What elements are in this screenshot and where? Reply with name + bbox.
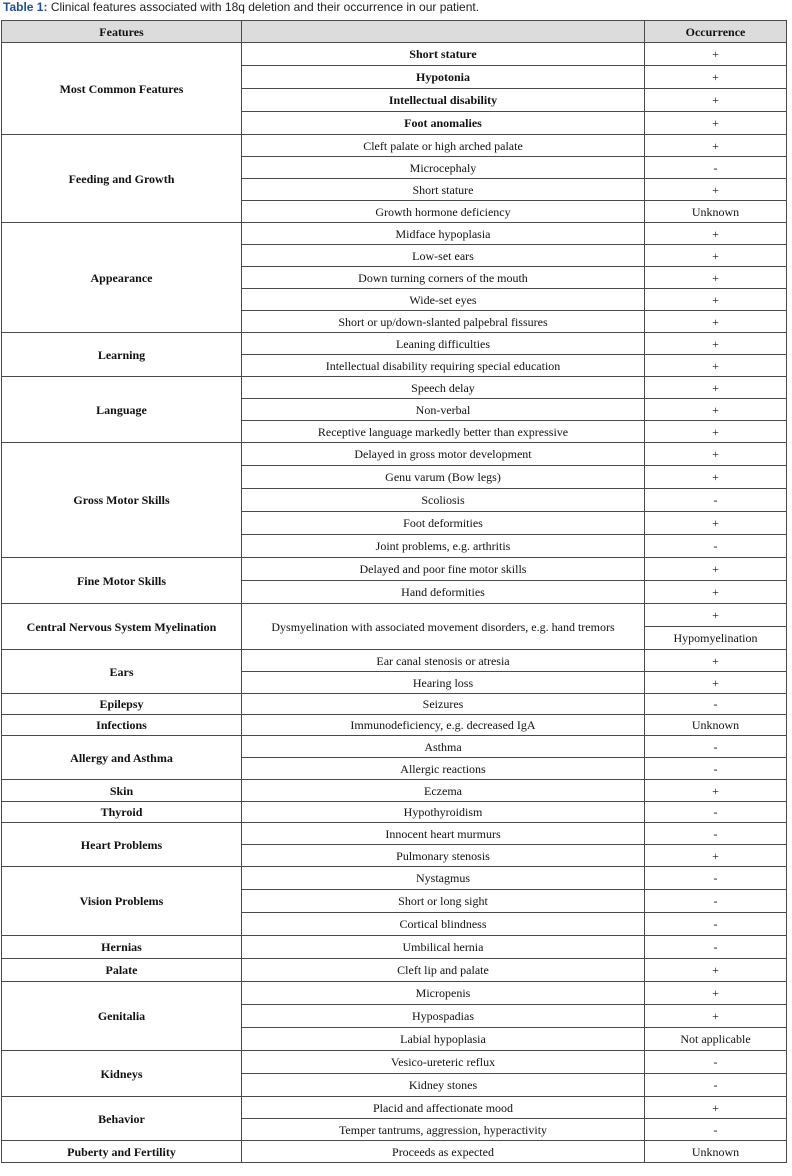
occurrence-value: - bbox=[645, 736, 787, 758]
occurrence-value: - bbox=[645, 936, 787, 959]
feature-category: Most Common Features bbox=[2, 43, 242, 135]
feature-category: Hernias bbox=[2, 936, 242, 959]
feature-description: Cleft lip and palate bbox=[242, 959, 645, 982]
occurrence-value: - bbox=[645, 802, 787, 823]
feature-description: Hypotonia bbox=[242, 66, 645, 89]
occurrence-value: + bbox=[645, 1097, 787, 1119]
clinical-features-table bbox=[1, 20, 787, 1163]
caption-text: Clinical features associated with 18q deletion and their occurrence in our patient. bbox=[50, 0, 480, 14]
feature-description: Kidney stones bbox=[242, 1074, 645, 1097]
feature-category: Heart Problems bbox=[2, 823, 242, 867]
feature-category: Genitalia bbox=[2, 982, 242, 1051]
feature-description: Labial hypoplasia bbox=[242, 1028, 645, 1051]
table-row bbox=[2, 982, 787, 1005]
occurrence-value: + bbox=[645, 581, 787, 604]
occurrence-value: - bbox=[645, 489, 787, 512]
occurrence-value: + bbox=[645, 604, 787, 627]
table-body bbox=[2, 43, 787, 1163]
feature-description: Foot anomalies bbox=[242, 112, 645, 135]
table-row bbox=[2, 443, 787, 466]
table-row bbox=[2, 736, 787, 758]
feature-description: Cleft palate or high arched palate bbox=[242, 135, 645, 157]
feature-description: Receptive language markedly better than expressive bbox=[242, 421, 645, 443]
feature-description: Proceeds as expected bbox=[242, 1141, 645, 1163]
header-occurrence: Occurrence bbox=[645, 21, 787, 43]
table-row bbox=[2, 1051, 787, 1074]
header-row bbox=[2, 21, 787, 43]
occurrence-value: + bbox=[645, 845, 787, 867]
feature-description: Non-verbal bbox=[242, 399, 645, 421]
feature-description: Seizures bbox=[242, 694, 645, 715]
occurrence-value: + bbox=[645, 267, 787, 289]
feature-description: Intellectual disability bbox=[242, 89, 645, 112]
feature-description: Speech delay bbox=[242, 377, 645, 399]
feature-description: Leaning difficulties bbox=[242, 333, 645, 355]
occurrence-value: + bbox=[645, 135, 787, 157]
feature-description: Low-set ears bbox=[242, 245, 645, 267]
feature-description: Delayed and poor fine motor skills bbox=[242, 558, 645, 581]
feature-description: Hypothyroidism bbox=[242, 802, 645, 823]
feature-category: Epilepsy bbox=[2, 694, 242, 715]
occurrence-value: + bbox=[645, 466, 787, 489]
occurrence-value: - bbox=[645, 535, 787, 558]
table-row bbox=[2, 135, 787, 157]
table-row bbox=[2, 223, 787, 245]
table-row bbox=[2, 1141, 787, 1163]
feature-description: Allergic reactions bbox=[242, 758, 645, 780]
feature-category: Infections bbox=[2, 715, 242, 736]
occurrence-value: + bbox=[645, 311, 787, 333]
occurrence-value: Not applicable bbox=[645, 1028, 787, 1051]
table-row bbox=[2, 780, 787, 802]
feature-description: Growth hormone deficiency bbox=[242, 201, 645, 223]
occurrence-value: + bbox=[645, 443, 787, 466]
feature-description: Hearing loss bbox=[242, 672, 645, 694]
feature-description: Foot deformities bbox=[242, 512, 645, 535]
feature-category: Vision Problems bbox=[2, 867, 242, 936]
feature-category: Kidneys bbox=[2, 1051, 242, 1097]
occurrence-value: - bbox=[645, 694, 787, 715]
occurrence-value: + bbox=[645, 355, 787, 377]
occurrence-value: + bbox=[645, 43, 787, 66]
table-row bbox=[2, 43, 787, 66]
feature-category: Allergy and Asthma bbox=[2, 736, 242, 780]
header-features: Features bbox=[2, 21, 242, 43]
occurrence-value: + bbox=[645, 333, 787, 355]
feature-description: Wide-set eyes bbox=[242, 289, 645, 311]
feature-description: Joint problems, e.g. arthritis bbox=[242, 535, 645, 558]
feature-description: Delayed in gross motor development bbox=[242, 443, 645, 466]
feature-description: Genu varum (Bow legs) bbox=[242, 466, 645, 489]
occurrence-value: + bbox=[645, 89, 787, 112]
table-row bbox=[2, 867, 787, 890]
occurrence-value: - bbox=[645, 890, 787, 913]
table-row bbox=[2, 604, 787, 627]
feature-category: Feeding and Growth bbox=[2, 135, 242, 223]
occurrence-value: + bbox=[645, 959, 787, 982]
header-description bbox=[242, 21, 645, 43]
feature-description: Short or up/down-slanted palpebral fissures bbox=[242, 311, 645, 333]
occurrence-value: Unknown bbox=[645, 715, 787, 736]
occurrence-value: Unknown bbox=[645, 201, 787, 223]
occurrence-value: + bbox=[645, 982, 787, 1005]
feature-description: Umbilical hernia bbox=[242, 936, 645, 959]
occurrence-value: + bbox=[645, 1005, 787, 1028]
feature-description: Microcephaly bbox=[242, 157, 645, 179]
occurrence-value: - bbox=[645, 1074, 787, 1097]
feature-description: Short or long sight bbox=[242, 890, 645, 913]
feature-category: Puberty and Fertility bbox=[2, 1141, 242, 1163]
feature-description: Nystagmus bbox=[242, 867, 645, 890]
feature-description: Immunodeficiency, e.g. decreased IgA bbox=[242, 715, 645, 736]
feature-category: Skin bbox=[2, 780, 242, 802]
occurrence-value: + bbox=[645, 66, 787, 89]
table-row bbox=[2, 959, 787, 982]
table-row bbox=[2, 936, 787, 959]
occurrence-value: + bbox=[645, 399, 787, 421]
occurrence-value: + bbox=[645, 512, 787, 535]
occurrence-value: + bbox=[645, 558, 787, 581]
feature-category: Fine Motor Skills bbox=[2, 558, 242, 604]
table-row bbox=[2, 558, 787, 581]
occurrence-value: + bbox=[645, 223, 787, 245]
table-row bbox=[2, 333, 787, 355]
feature-category: Appearance bbox=[2, 223, 242, 333]
feature-description: Innocent heart murmurs bbox=[242, 823, 645, 845]
occurrence-value: + bbox=[645, 672, 787, 694]
feature-description: Temper tantrums, aggression, hyperactivity bbox=[242, 1119, 645, 1141]
feature-description: Pulmonary stenosis bbox=[242, 845, 645, 867]
feature-description: Eczema bbox=[242, 780, 645, 802]
feature-description: Cortical blindness bbox=[242, 913, 645, 936]
feature-category: Palate bbox=[2, 959, 242, 982]
occurrence-value: + bbox=[645, 421, 787, 443]
table-row bbox=[2, 715, 787, 736]
table-row bbox=[2, 823, 787, 845]
occurrence-value: + bbox=[645, 179, 787, 201]
occurrence-value: - bbox=[645, 867, 787, 890]
occurrence-value: Unknown bbox=[645, 1141, 787, 1163]
caption-label: Table 1: bbox=[3, 0, 48, 14]
occurrence-value: + bbox=[645, 650, 787, 672]
occurrence-value: - bbox=[645, 1119, 787, 1141]
feature-category: Ears bbox=[2, 650, 242, 694]
feature-description: Placid and affectionate mood bbox=[242, 1097, 645, 1119]
table-row bbox=[2, 694, 787, 715]
feature-description: Short stature bbox=[242, 179, 645, 201]
occurrence-value: + bbox=[645, 245, 787, 267]
feature-category: Central Nervous System Myelination bbox=[2, 604, 242, 650]
occurrence-value: - bbox=[645, 1051, 787, 1074]
occurrence-value: - bbox=[645, 758, 787, 780]
table-row bbox=[2, 802, 787, 823]
occurrence-value-secondary: Hypomyelination bbox=[645, 627, 787, 650]
feature-description: Hand deformities bbox=[242, 581, 645, 604]
table-caption bbox=[3, 0, 479, 14]
feature-description: Micropenis bbox=[242, 982, 645, 1005]
occurrence-value: - bbox=[645, 823, 787, 845]
feature-category: Thyroid bbox=[2, 802, 242, 823]
table-row bbox=[2, 650, 787, 672]
feature-description: Midface hypoplasia bbox=[242, 223, 645, 245]
occurrence-value: - bbox=[645, 157, 787, 179]
table-row bbox=[2, 1097, 787, 1119]
feature-category: Gross Motor Skills bbox=[2, 443, 242, 558]
feature-description: Scoliosis bbox=[242, 489, 645, 512]
feature-category: Language bbox=[2, 377, 242, 443]
occurrence-value: + bbox=[645, 289, 787, 311]
feature-description: Dysmyelination with associated movement disorders, e.g. hand tremors bbox=[242, 604, 645, 650]
feature-description: Short stature bbox=[242, 43, 645, 66]
occurrence-value: + bbox=[645, 112, 787, 135]
feature-description: Hypospadias bbox=[242, 1005, 645, 1028]
table-row bbox=[2, 377, 787, 399]
feature-description: Down turning corners of the mouth bbox=[242, 267, 645, 289]
occurrence-value: + bbox=[645, 377, 787, 399]
feature-description: Intellectual disability requiring special education bbox=[242, 355, 645, 377]
feature-category: Learning bbox=[2, 333, 242, 377]
feature-description: Asthma bbox=[242, 736, 645, 758]
feature-description: Ear canal stenosis or atresia bbox=[242, 650, 645, 672]
feature-category: Behavior bbox=[2, 1097, 242, 1141]
occurrence-value: + bbox=[645, 780, 787, 802]
feature-description: Vesico-ureteric reflux bbox=[242, 1051, 645, 1074]
occurrence-value: - bbox=[645, 913, 787, 936]
